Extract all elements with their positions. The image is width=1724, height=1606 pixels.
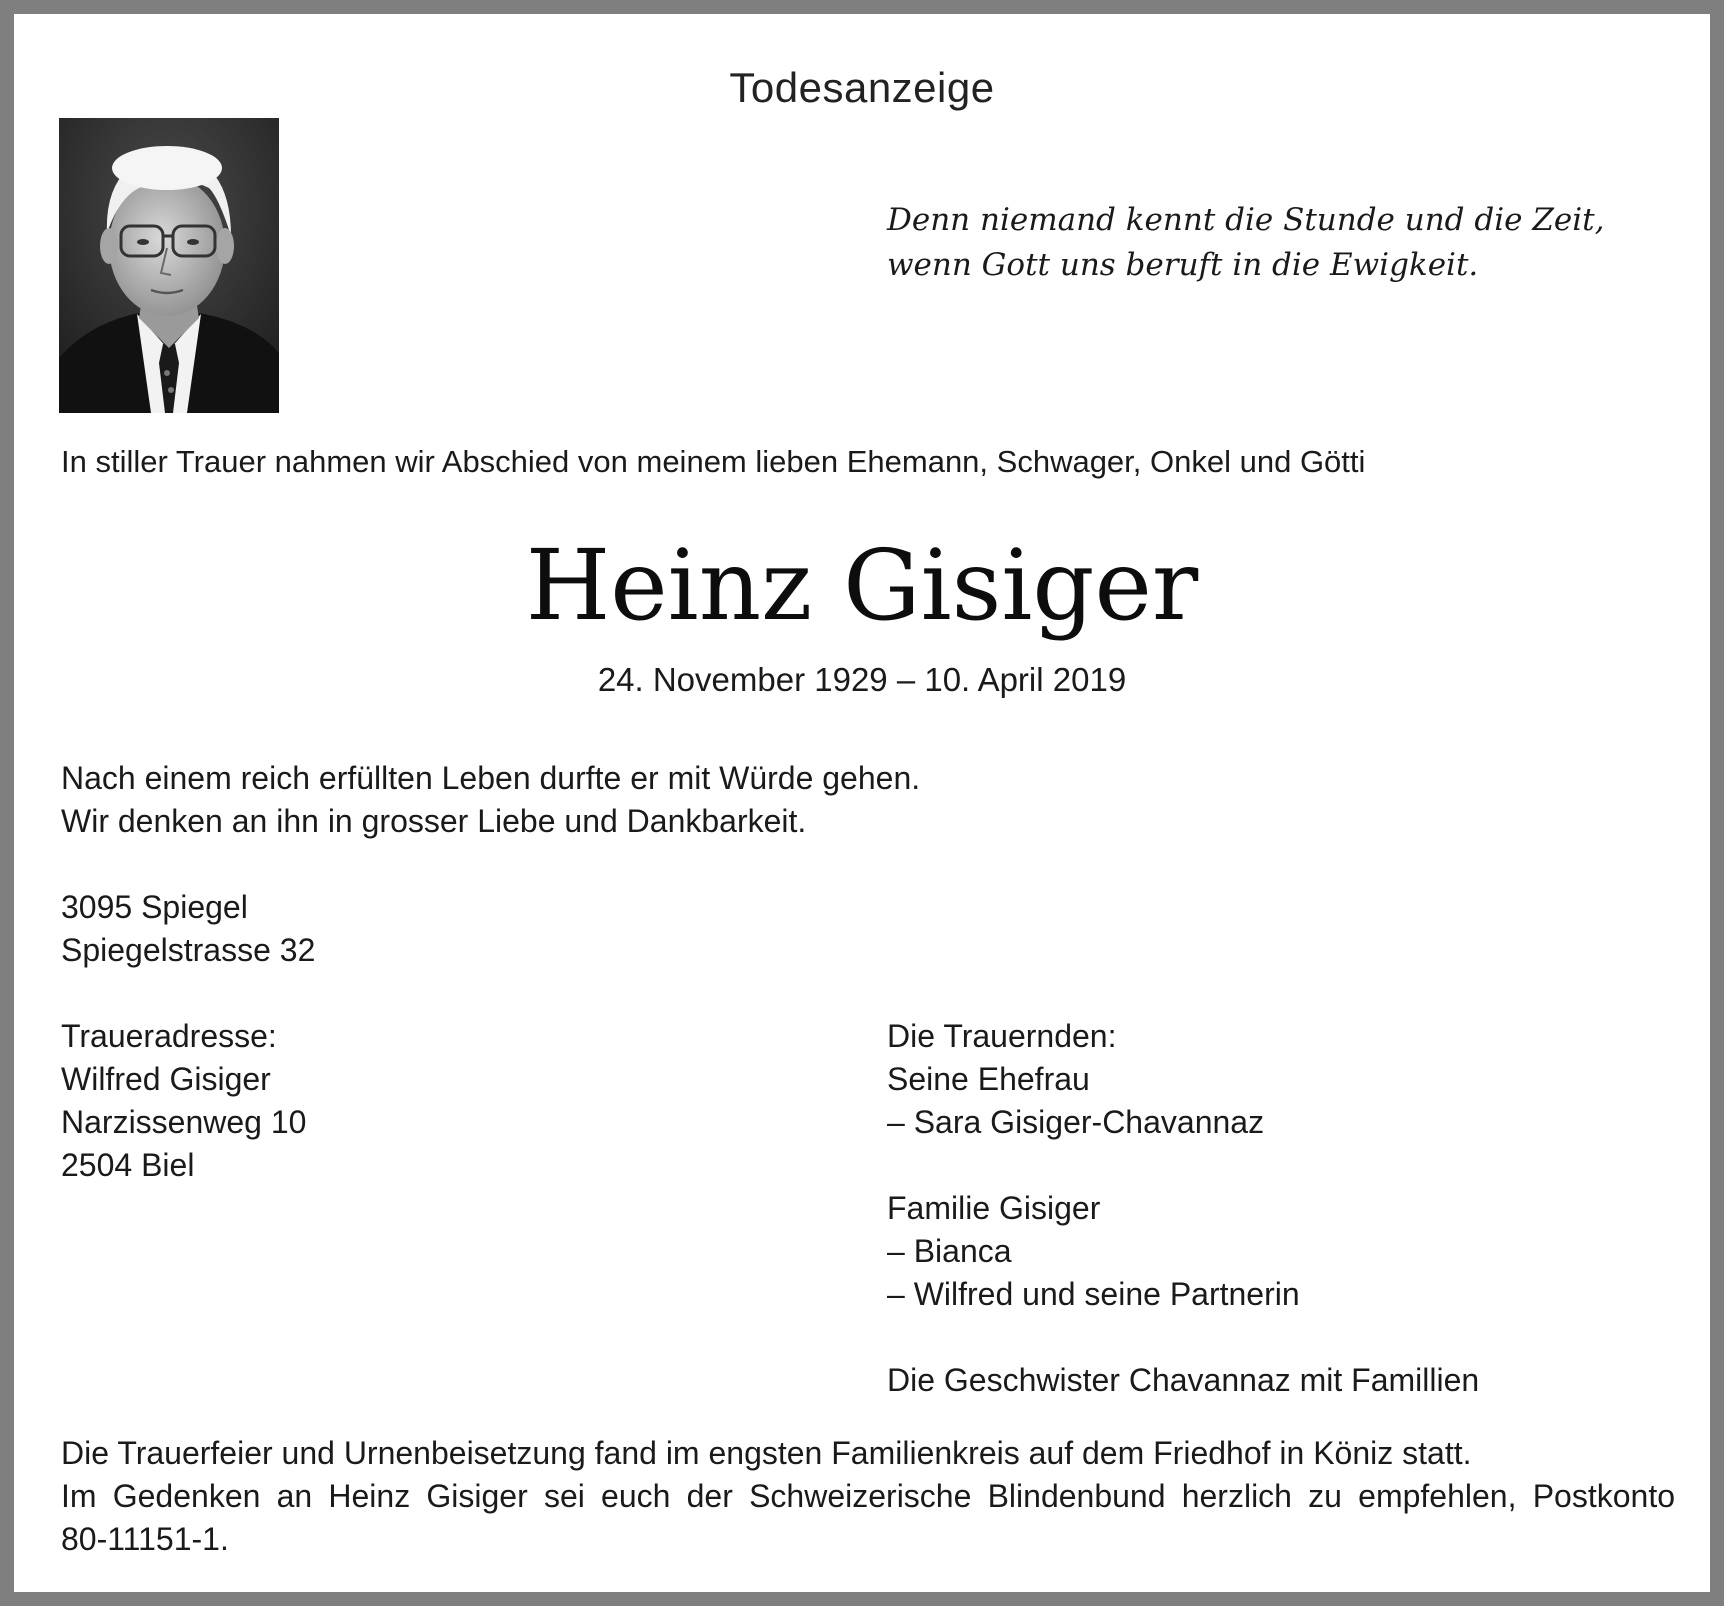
memorial-verse — [887, 198, 1604, 288]
family-member: – Wilfred und seine Partnerin — [887, 1276, 1300, 1312]
verse-line: Denn niemand kennt die Stunde und die Zeit, — [887, 202, 1605, 238]
family-member: – Bianca — [887, 1233, 1012, 1269]
mourning-address-city: 2504 Biel — [61, 1147, 195, 1183]
message-line: Wir denken an ihn in grosser Liebe und Dankbarkeit. — [61, 803, 807, 839]
header-title: Todesanzeige — [729, 64, 995, 111]
mourners-label: Die Trauernden: — [887, 1018, 1117, 1054]
siblings-line: Die Geschwister Chavannaz mit Famillien — [887, 1362, 1480, 1398]
message-block — [61, 757, 920, 843]
mourning-address-block — [61, 1015, 306, 1187]
mourning-address-name: Wilfred Gisiger — [61, 1061, 271, 1097]
closing-line: 80-11151-1. — [61, 1521, 229, 1557]
closing-block — [61, 1432, 1675, 1561]
verse-line: wenn Gott uns beruft in die Ewigkeit. — [887, 247, 1479, 283]
obituary-page — [14, 14, 1710, 1592]
life-dates: 24. November 1929 – 10. April 2019 — [597, 661, 1127, 698]
deceased-name: Heinz Gisiger — [525, 529, 1199, 642]
mourning-address-street: Narzissenweg 10 — [61, 1104, 307, 1140]
intro-text: In stiller Trauer nahmen wir Abschied von meinem lieben Ehemann, Schwager, Onkel und Götti — [61, 444, 1366, 479]
mourners-block — [887, 1015, 1479, 1402]
spouse-label: Seine Ehefrau — [887, 1061, 1090, 1097]
spouse-name: – Sara Gisiger-Chavannaz — [887, 1104, 1265, 1140]
family-label: Familie Gisiger — [887, 1190, 1101, 1226]
address-line: 3095 Spiegel — [61, 889, 248, 925]
portrait-photo — [59, 118, 279, 413]
address-line: Spiegelstrasse 32 — [61, 932, 316, 968]
closing-line: Die Trauerfeier und Urnenbeisetzung fand im engsten Familienkreis auf dem Friedhof in Köniz statt. — [61, 1435, 1472, 1471]
home-address-block — [61, 886, 315, 972]
mourning-address-label: Traueradresse: — [61, 1018, 277, 1054]
closing-line: Im Gedenken an Heinz Gisiger sei euch der Schweizerische Blindenbund herzlich zu empfehlen, Postkonto — [61, 1478, 1675, 1514]
message-line: Nach einem reich erfüllten Leben durfte er mit Würde gehen. — [61, 760, 921, 796]
